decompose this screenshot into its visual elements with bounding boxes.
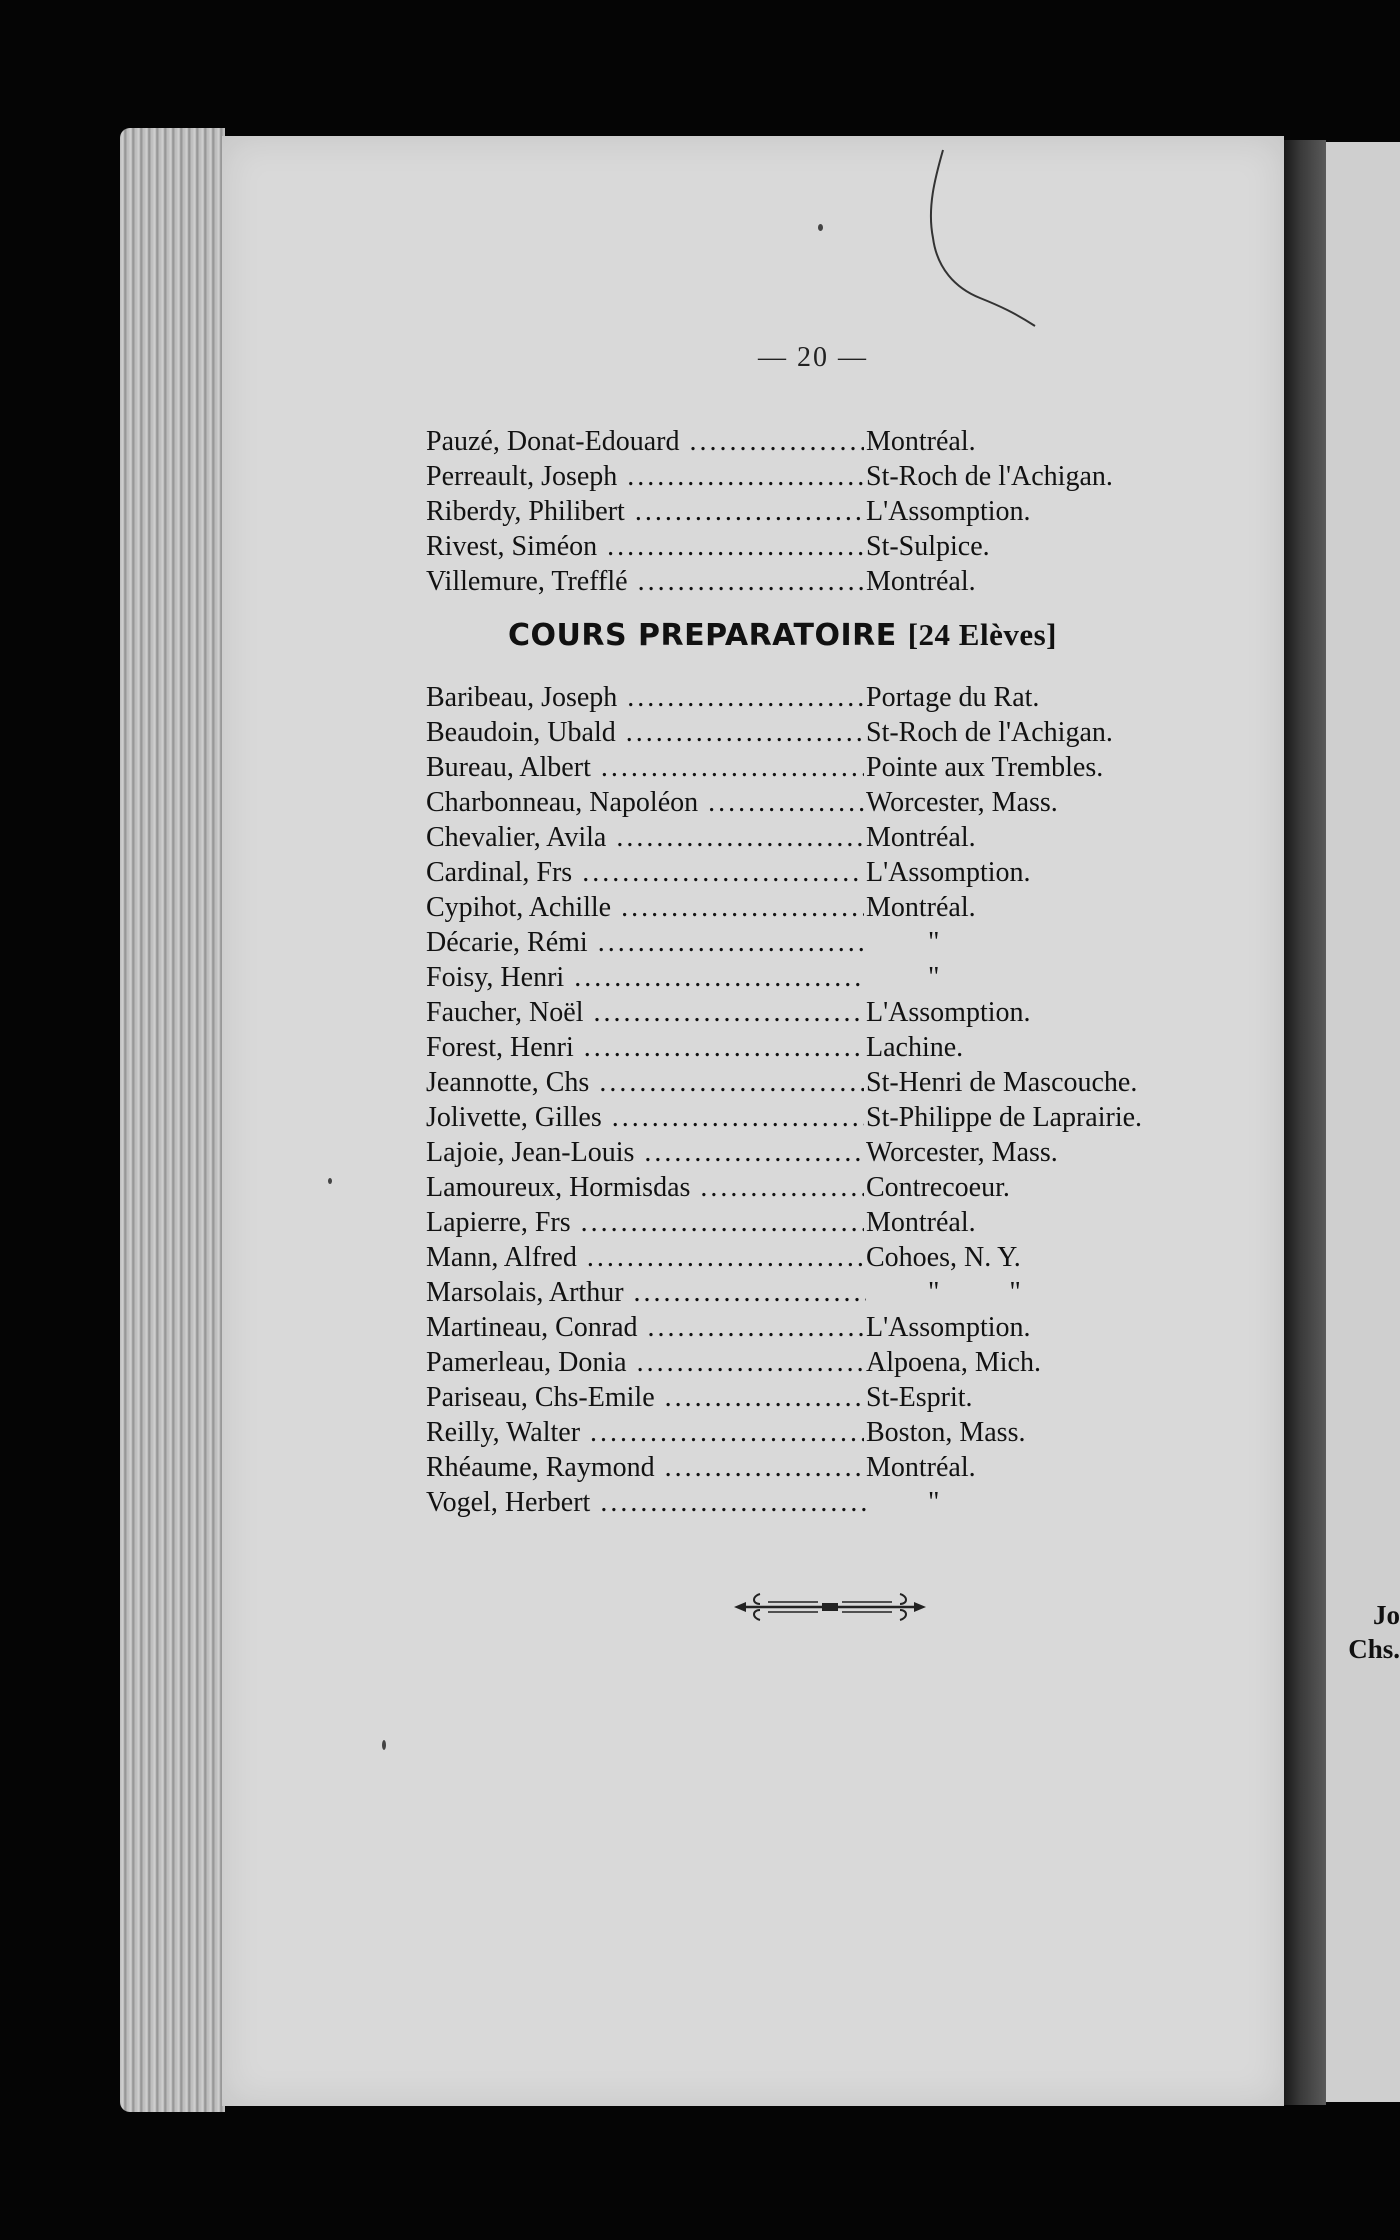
list-item	[426, 459, 1246, 494]
student-hometown: Contrecoeur.	[866, 1172, 1010, 1203]
student-name: Rivest, Siméon .....	[426, 529, 866, 564]
student-name: Lajoie, Jean-Louis .....	[426, 1135, 866, 1170]
student-hometown: Montréal.	[866, 822, 976, 853]
student-hometown: Cohoes, N. Y.	[866, 1242, 1021, 1273]
student-hometown: St-Philippe de Laprairie.	[866, 1102, 1143, 1133]
list-item	[426, 1100, 1246, 1135]
student-hometown: Worcester, Mass.	[866, 1137, 1058, 1168]
list-item	[426, 785, 1246, 820]
section-heading	[508, 617, 1057, 653]
page-number: — 20 —	[758, 342, 868, 373]
paper-speck	[818, 224, 823, 231]
student-hometown: Montréal.	[866, 892, 976, 923]
student-name: Charbonneau, Napoléon .....	[426, 785, 866, 820]
list-item	[426, 1310, 1246, 1345]
student-name: Lamoureux, Hormisdas .....	[426, 1170, 866, 1205]
student-name: Pauzé, Donat-Edouard .....	[426, 424, 866, 459]
student-hometown-ditto: "	[928, 962, 940, 993]
student-name: Pariseau, Chs-Emile .....	[426, 1380, 866, 1415]
list-item	[426, 1485, 1246, 1520]
student-hometown: St-Henri de Mascouche.	[866, 1067, 1138, 1098]
student-list	[426, 680, 1246, 1520]
list-item	[426, 1205, 1246, 1240]
student-hometown: St-Sulpice.	[866, 531, 990, 562]
student-hometown: Boston, Mass.	[866, 1417, 1026, 1448]
list-item	[426, 1135, 1246, 1170]
student-name: Jeannotte, Chs .....	[426, 1065, 866, 1100]
decorative-divider-ornament	[730, 1590, 930, 1624]
student-name: Chevalier, Avila .....	[426, 820, 866, 855]
student-hometown: L'Assomption.	[866, 997, 1031, 1028]
student-name: Forest, Henri .....	[426, 1030, 866, 1065]
paper-crack-mark	[925, 148, 1045, 328]
student-hometown: Montréal.	[866, 1207, 976, 1238]
student-name: Marsolais, Arthur .....	[426, 1275, 866, 1310]
student-name: Bureau, Albert .....	[426, 750, 866, 785]
student-name: Baribeau, Joseph .....	[426, 680, 866, 715]
student-hometown: St-Roch de l'Achigan.	[866, 717, 1113, 748]
student-name: Foisy, Henri .....	[426, 960, 866, 995]
student-hometown-ditto: "	[928, 927, 940, 958]
student-hometown: Montréal.	[866, 566, 976, 597]
student-hometown: Portage du Rat.	[866, 682, 1040, 713]
adjacent-page-fragment: Jo	[1373, 1600, 1400, 1630]
list-item	[426, 1170, 1246, 1205]
book-page-edges	[120, 128, 225, 2112]
section-student-count: [24 Elèves]	[907, 617, 1058, 652]
list-item	[426, 715, 1246, 750]
student-name: Jolivette, Gilles .....	[426, 1100, 866, 1135]
list-item	[426, 1380, 1246, 1415]
list-item	[426, 1275, 1246, 1310]
student-hometown: Montréal.	[866, 1452, 976, 1483]
student-hometown-ditto: " "	[928, 1277, 1021, 1308]
student-name: Martineau, Conrad .....	[426, 1310, 866, 1345]
student-name: Cypihot, Achille .....	[426, 890, 866, 925]
student-name: Faucher, Noël .....	[426, 995, 866, 1030]
student-hometown: St-Esprit.	[866, 1382, 973, 1413]
list-item	[426, 855, 1246, 890]
student-name: Pamerleau, Donia .....	[426, 1345, 866, 1380]
student-name: Lapierre, Frs .....	[426, 1205, 866, 1240]
list-item	[426, 1415, 1246, 1450]
list-item	[426, 1240, 1246, 1275]
student-hometown: L'Assomption.	[866, 1312, 1031, 1343]
list-item	[426, 890, 1246, 925]
student-hometown: L'Assomption.	[866, 496, 1031, 527]
student-hometown: Pointe aux Trembles.	[866, 752, 1104, 783]
list-item	[426, 820, 1246, 855]
list-item	[426, 424, 1246, 459]
list-item	[426, 1450, 1246, 1485]
top-entry-list	[426, 424, 1246, 599]
student-name: Mann, Alfred .....	[426, 1240, 866, 1275]
student-name: Riberdy, Philibert .....	[426, 494, 866, 529]
student-name: Décarie, Rémi .....	[426, 925, 866, 960]
list-item	[426, 529, 1246, 564]
list-item	[426, 995, 1246, 1030]
list-item	[426, 564, 1246, 599]
adjacent-page-fragment: Chs.	[1348, 1634, 1400, 1664]
list-item	[426, 494, 1246, 529]
adjacent-page	[1326, 142, 1400, 2102]
student-name: Cardinal, Frs .....	[426, 855, 866, 890]
section-title: COURS PREPARATOIRE	[508, 618, 897, 653]
student-name: Vogel, Herbert .....	[426, 1485, 866, 1520]
student-hometown: Worcester, Mass.	[866, 787, 1058, 818]
student-hometown: St-Roch de l'Achigan.	[866, 461, 1113, 492]
list-item	[426, 680, 1246, 715]
list-item	[426, 1030, 1246, 1065]
student-hometown-ditto: "	[928, 1487, 940, 1518]
student-name: Villemure, Trefflé .....	[426, 564, 866, 599]
student-name: Reilly, Walter .....	[426, 1415, 866, 1450]
student-hometown: L'Assomption.	[866, 857, 1031, 888]
student-name: Perreault, Joseph .....	[426, 459, 866, 494]
paper-speck	[382, 1740, 386, 1750]
list-item	[426, 1345, 1246, 1380]
list-item	[426, 1065, 1246, 1100]
list-item	[426, 925, 1246, 960]
book-gutter-shadow	[1284, 140, 1326, 2105]
student-hometown: Alpoena, Mich.	[866, 1347, 1041, 1378]
student-name: Rhéaume, Raymond .....	[426, 1450, 866, 1485]
list-item	[426, 960, 1246, 995]
student-hometown: Lachine.	[866, 1032, 964, 1063]
paper-speck	[328, 1178, 332, 1184]
student-name: Beaudoin, Ubald .....	[426, 715, 866, 750]
student-hometown: Montréal.	[866, 426, 976, 457]
list-item	[426, 750, 1246, 785]
